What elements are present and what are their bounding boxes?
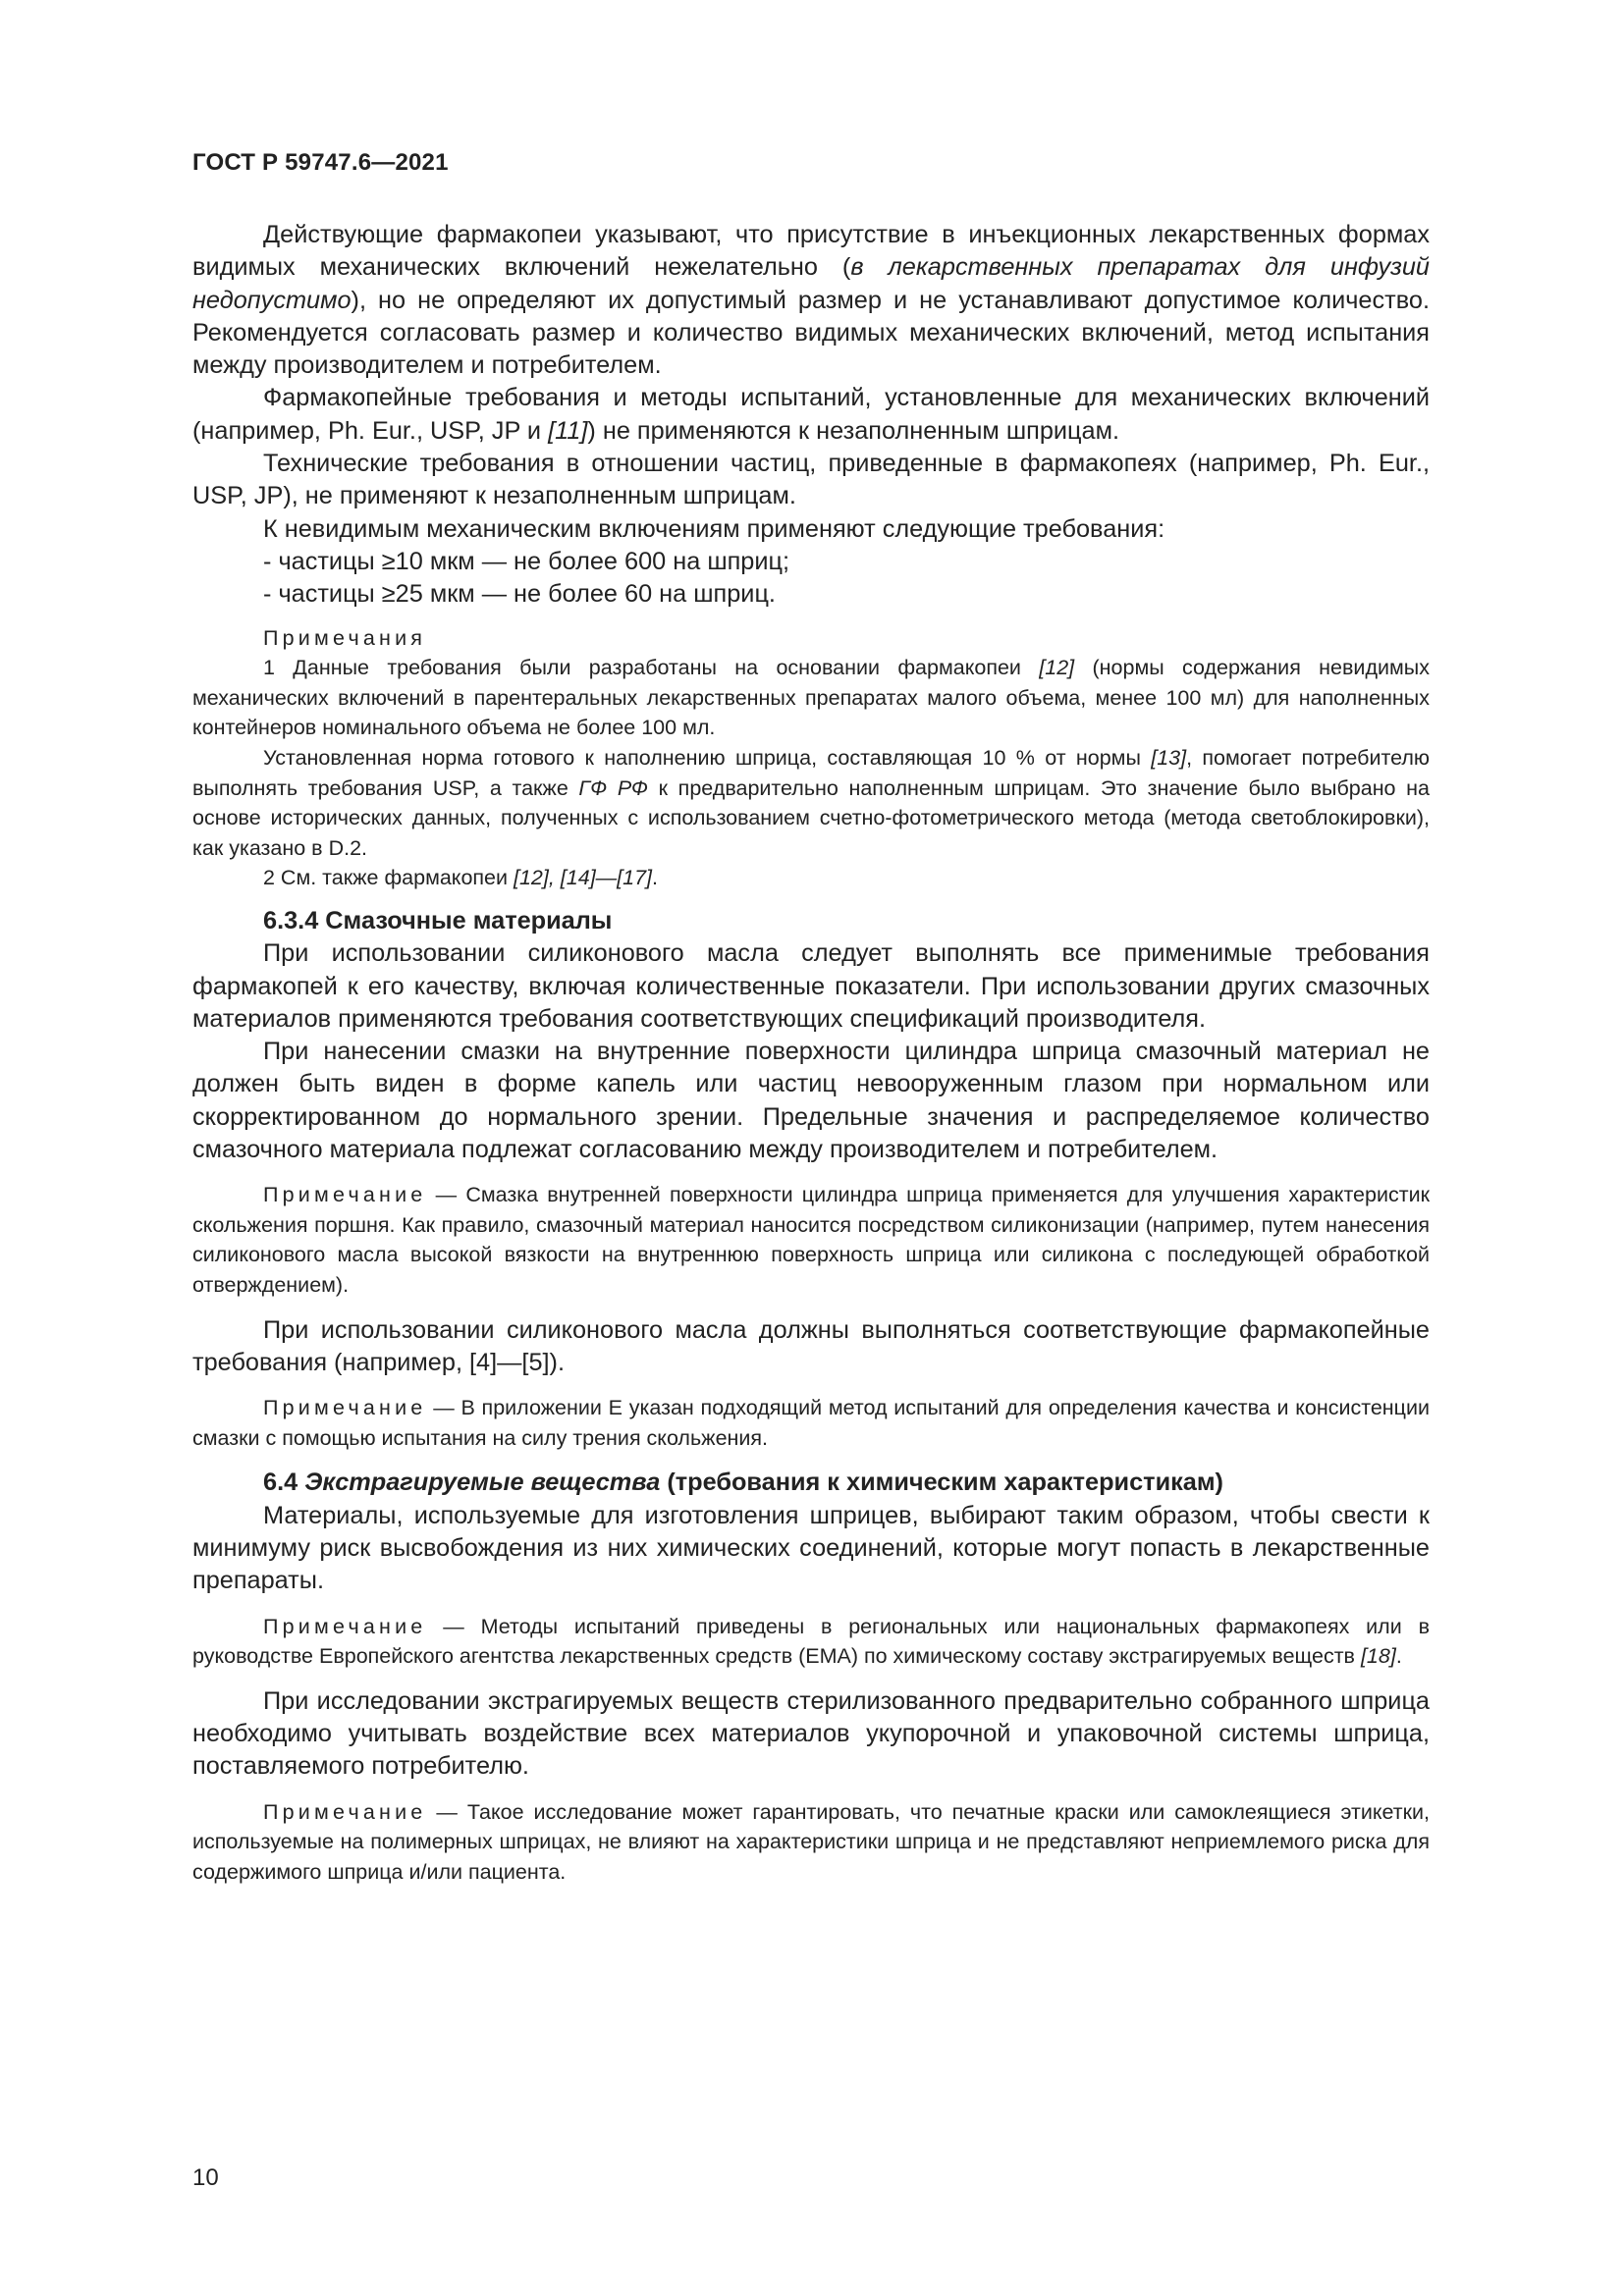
paragraph-silicone-requirements: При использовании силиконового масла должны выполняться соответствующие фармакопейные требования (например, [4]—[5]).	[192, 1315, 1430, 1376]
paragraph-extractables-study: При исследовании экстрагируемых веществ стерилизованного предварительно собранного шприца необходимо учитывать воздействие всех материалов укупорочной и упаковочной системы шприца, поставляемого потребителю.	[192, 1686, 1430, 1781]
note-inks-labels	[192, 1797, 1430, 1888]
paragraph-visible-particles	[192, 219, 1430, 382]
text: Установленная норма готового к наполнению шприца, составляющая 10 % от нормы	[263, 745, 1152, 770]
notes-label: Примечания	[263, 625, 427, 650]
section-number: 6.4	[263, 1468, 305, 1497]
note-annex-e	[192, 1393, 1430, 1453]
text: Действующие фармакопеи указывают, что присутствие в инъекционных лекарственных формах видимых механических включений нежелательно (	[192, 221, 1430, 282]
section-heading-6-4	[192, 1467, 1430, 1499]
text: — Такое исследование может гарантировать, что печатные краски или самоклеящиеся этикетки, используемые на полимерных шприцах, не влияют на характеристики шприца и не представляют неприемлемого риска для содержимого шприца и/или пациента.	[192, 1799, 1430, 1884]
text: , помогает потребителю выполнять требования USP, а также	[192, 745, 1430, 800]
note-1-continued	[192, 743, 1430, 863]
note-lubrication	[192, 1180, 1430, 1300]
paragraph-lubricant-application: При нанесении смазки на внутренние поверхности цилиндра шприца смазочный материал не должен быть виден в форме капель или частиц невооруженным глазом при нормальном или скорректированном до нормального зрении. Предельные значения и распределяемое количество смазочного материала подлежат согласованию между производителем и потребителем.	[192, 1038, 1430, 1163]
text: (нормы содержания невидимых механических включений в парентеральных лекарственных препаратах малого объема, менее 100 мл) для наполненных контейнеров номинального объема не более 100 мл.	[192, 656, 1430, 740]
paragraph-pharmacopoeia-requirements	[192, 382, 1430, 448]
document-header: ГОСТ Р 59747.6—2021	[192, 149, 449, 176]
italic-text: ГФ РФ	[578, 775, 649, 800]
section-title-italic: Экстрагируемые вещества	[304, 1468, 661, 1497]
reference: [11]	[548, 416, 588, 445]
reference: [13]	[1151, 745, 1187, 770]
page-number: 10	[192, 2164, 219, 2191]
paragraph-materials: Материалы, используемые для изготовления шприцев, выбирают таким образом, чтобы свести к минимуму риск высвобождения из них химических соединений, которые могут попасть в лекарственные препараты.	[192, 1501, 1430, 1595]
text: — Смазка внутренней поверхности цилиндра шприца применяется для улучшения характеристик скольжения поршня. Как правило, смазочный материал наносится посредством силиконизации (например, путем нанесения силиконового масла высокой вязкости на внутреннюю поверхность шприца или силикона с последующей обработкой отверждением).	[192, 1183, 1430, 1298]
section-title: (требования к химическим характеристикам)	[660, 1468, 1223, 1497]
note-1	[192, 653, 1430, 743]
text: Фармакопейные требования и методы испытаний, установленные для механических включений (например, Ph. Eur., USP, JP и	[192, 384, 1430, 445]
section-heading-6-3-4: 6.3.4 Смазочные материалы	[263, 906, 613, 934]
list-item: - частицы ≥10 мкм — не более 600 на шприц;	[263, 547, 790, 575]
note-label: Примечание	[263, 1614, 427, 1638]
reference: [12]	[1039, 656, 1075, 680]
note-test-methods	[192, 1612, 1430, 1672]
text: 1 Данные требования были разработаны на основании фармакопеи	[263, 656, 1040, 680]
note-label: Примечание	[263, 1183, 427, 1207]
note-label: Примечание	[263, 1396, 427, 1420]
list-item: - частицы ≥25 мкм — не более 60 на шприц.	[263, 580, 776, 609]
notes-title	[192, 623, 1430, 654]
text: — Методы испытаний приведены в региональных или национальных фармакопеях или в руководстве Европейского агентства лекарственных средств (EMA) по химическому составу экстрагируемых веществ	[192, 1614, 1430, 1669]
paragraph-silicone-oil: При использовании силиконового масла следует выполнять все применимые требования фармакопей к его качеству, включая количественные показатели. При использовании других смазочных материалов применяются требования соответствующих спецификаций производителя.	[192, 939, 1430, 1033]
note-2	[192, 863, 1430, 893]
italic-text: в лекарственных препаратах для инфузий недопустимо	[192, 253, 1430, 314]
text: к предварительно наполненным шприцам. Это значение было выбрано на основе исторических данных, полученных с использованием счетно-фотометрического метода (метода светоблокировки), как указано в D.2.	[192, 775, 1430, 860]
text: ) не применяются к незаполненным шприцам.	[587, 416, 1120, 445]
paragraph-technical-requirements: Технические требования в отношении частиц, приведенные в фармакопеях (например, Ph. Eur., USP, JP), не применяют к незаполненным шприцам.	[192, 450, 1430, 510]
text: 2 См. также фармакопеи	[263, 866, 514, 890]
paragraph-invisible-particles: К невидимым механическим включениям применяют следующие требования:	[263, 514, 1165, 543]
text: .	[652, 866, 659, 890]
reference: [12], [14]—[17]	[514, 866, 653, 890]
page-content	[192, 219, 1430, 1887]
text: — В приложении E указан подходящий метод испытаний для определения качества и консистенции смазки с помощью испытания на силу трения скольжения.	[192, 1396, 1430, 1450]
note-label: Примечание	[263, 1799, 427, 1824]
reference: [18]	[1360, 1644, 1396, 1669]
text: .	[1395, 1644, 1402, 1669]
text: ), но не определяют их допустимый размер и не устанавливают допустимое количество. Рекомендуется согласовать размер и количество видимых механических включений, метод испытания между производителем и потребителем.	[192, 286, 1430, 380]
